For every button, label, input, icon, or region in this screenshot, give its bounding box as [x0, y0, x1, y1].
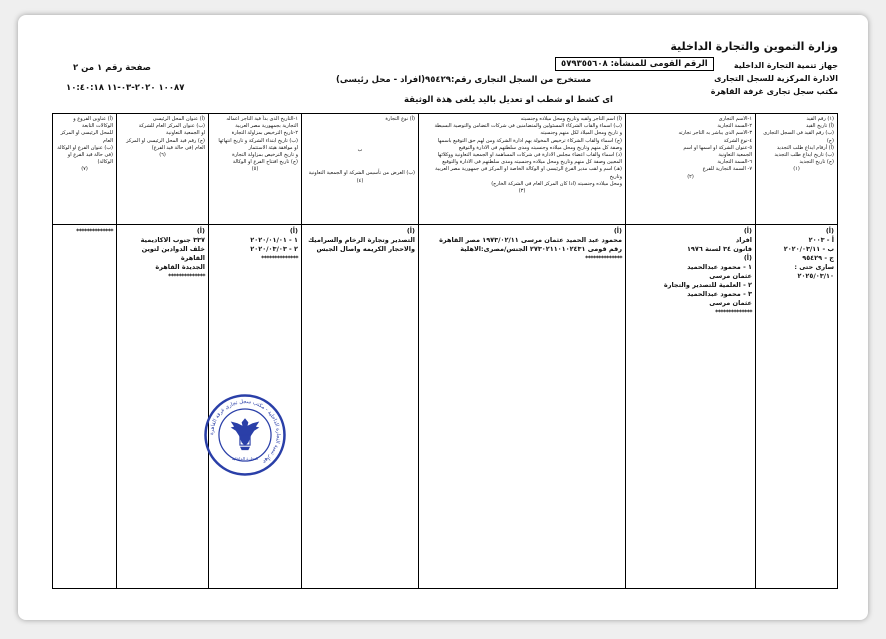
- ministry-title: وزارة التموين والتجارة الداخلية: [670, 40, 838, 53]
- data-cell: [53, 225, 117, 589]
- header-cell: (١) رقم القيد (أ) تاريخ القيد (ب) رقم القيد فى السجل التجارى (ج) (أ) أرقام ايداع طلب التجديد (ب) تاريخ ايداع طلب التجديد (ج) تاريخ التجديد (١): [756, 114, 838, 225]
- column-index: (٣): [518, 188, 526, 195]
- header-cell: (أ) نوع التجارة ب (ب) الغرض من تأسيس الشركة او الجمعية التعاونية (٤): [302, 114, 419, 225]
- agency-line: الادارة المركزية للسجل التجارى: [714, 74, 838, 83]
- stars-divider: **************: [168, 273, 205, 280]
- stars-divider: **************: [76, 228, 113, 235]
- official-seal-stamp: [203, 393, 287, 477]
- data-row: [53, 225, 838, 589]
- seal-ring-text: جهاز تنمية التجارة الداخلية - مكتب سجل تجارى غرفة القاهرة: [209, 399, 281, 465]
- eagle-emblem-icon: [231, 418, 260, 450]
- column-index: (٥): [251, 166, 259, 173]
- column-index: (٧): [81, 166, 88, 173]
- data-cell: (أ) محمود عبد الحميد عثمان مرسى ١٩٧٣/٠٢/١١ مصر القاهرة رقم قومى ٢٧٣٠٢١١٠١٠٢٤٣١ الجنس/مصرى:الاهلية **************: [419, 225, 626, 589]
- data-cell: (أ) التصدير وتجارة الرخام والسراميك والاحجار الكريمه واصال الجبس: [302, 225, 419, 589]
- commercial-register-extract: [18, 15, 868, 620]
- header-cell: ١-التاريخ الذى بدأ فية التاجر اعماله التجارية بجمهورية مصر العربية ٢-تاريخ الترخيص بمزاولة التجارة (ب) تاريخ ابتداء الشركة و تاريخ انتهائها او موافقة هيئة الاستثمار و تاريخ الترخيص بمزاولة التجارة (ج) تاريخ افتتاح الفرع او الوكالة (٥): [209, 114, 302, 225]
- data-cell: (أ) ١ - ٢٠٢٠/٠١/٠١ ٢ - ٢٠٢٠/٠٣/٠٣ **************: [209, 225, 302, 589]
- agency-line: جهاز تنمية التجارة الداخلية: [733, 61, 838, 70]
- column-index: (١): [793, 166, 800, 173]
- agency-block: [711, 59, 838, 98]
- column-index: (٢): [687, 173, 694, 180]
- seal-bottom-text: التجارة الداخلية: [231, 456, 259, 462]
- print-timestamp: ١٠٠٨٧ ٢٠٢٠-٠٣-١١ ١٠:٤٠:١٨: [66, 83, 185, 93]
- header-cell: (أ) اسم التاجر ولقبه وتاريخ ومحل ميلاده وجنسيته (ب) اسماء والقاب الشركاء المسئولين والمتضامنين فى شركات التضامن والتوصية البسيطة و تاريخ ومحل الميلاد لكل منهم وجنسيته (ج) اسماء والقاب الشركاء ترخيص المخولة بهم ادارة الشركة ومن لهم حق التوقيع باسمها وصفة كل منهم وتاريخ ومحل ميلاده وجنسيته ومدى سلطتهم فى الادارة والتوقيع (د) اسماء والقاب اعضاء مجلس الادارة فى شركات المساهمة او الجمعية التعاونية ووكلائها المعيين وصفة كل منهم وتاريخ ومحل ميلاده وجنسيته ومدى سلطتهم فى الادارة والتوقيع (هـ) اسم و لقب مدير الفرع الرئيسى او الوكالة الخاصة او المركز فى جمهورية مصر العربية وتاريخ ومحل ميلاده وجنسيته (اذا كان المركز العام فى الشركة الخارج) (٣): [419, 114, 626, 225]
- page-number: صفحة رقم ١ من ٢: [73, 63, 151, 73]
- document-sheet: [18, 15, 868, 620]
- header-cell: ١-الاسم التجارى ٢-السمة التجارية ٣-الاسم الذى يباشر به التاجر تجارته ٤-نوع الشركة ٥-عنوان الشركة او اسمها او اسم الجمعية التعاونية ٦-السمة التجارية ٧- السمة التجارية للفرع (٢): [626, 114, 756, 225]
- column-index: (٦): [159, 152, 166, 159]
- register-table: [52, 113, 838, 589]
- header-row: [53, 114, 838, 225]
- stars-divider: **************: [715, 309, 752, 316]
- agency-line: مكتب سجل تجارى غرفة القاهرة: [710, 87, 838, 96]
- national-number-box: الرقم القومى للمنشأة: ٥٧٩٣٥٥٦٠٨: [555, 57, 714, 71]
- data-cell: (أ) أ - ٢٠٠٣ ب - ٢٠٢٠/٠٣/١١ ج - ٩٥٤٢٩ سارى حتى : ٢٠٢٥/٠٣/١٠: [756, 225, 838, 589]
- data-cell: (أ) افراد قانون ٣٤ لسنة ١٩٧٦ (أ) ١ - محمود عبدالحميد عثمان مرسى ٢ - العلمية للتصدير والتجارة ٣ - محمود عبدالحميد عثمان مرسى **************: [626, 225, 756, 589]
- data-cell: (أ) ٣٣٧ جنوب الاكاديمية خلف الدوادين لتوين القاهرة الجديدة القاهرة **************: [117, 225, 209, 589]
- extract-subtitle: مستخرج من السجل التجارى رقم:٩٥٤٢٩(افراد - محل رئيسى): [336, 75, 592, 85]
- header-cell: (أ) عناوين الفروع و الوكالات التابعة للمحل الرئيسى او المركز العام (ب) عنوان الفرع او الوكالة (فى حالة قيد الفرع او الوكالة) (٧): [53, 114, 117, 225]
- stars-divider: **************: [261, 255, 298, 262]
- header-cell: (أ) عنوان المحل الرئيسى (ب) عنوان المركز العام للشركة او الجمعية التعاونية (ج) رقم قيد المحل الرئيسى او المركز العام (فى حالة قيد الفرع) (٦): [117, 114, 209, 225]
- tamper-warning: اى كشط او شطب او تعديل باليد يلغى هذة الوثيقة: [404, 95, 613, 105]
- stars-divider: **************: [585, 255, 622, 262]
- column-index: (٤): [356, 177, 364, 184]
